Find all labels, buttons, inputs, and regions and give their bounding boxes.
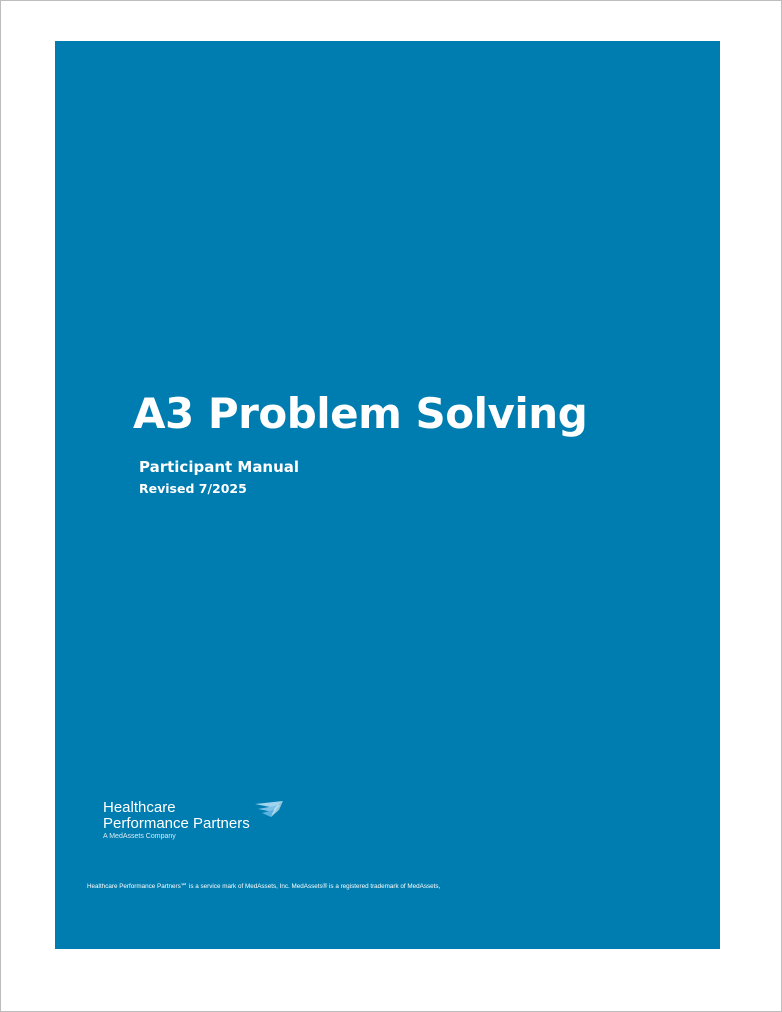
revision-date: Revised 7/2025 (139, 481, 247, 496)
document-title: A3 Problem Solving (133, 389, 588, 438)
bird-wings-icon (253, 800, 285, 820)
logo-tagline: A MedAssets Company (103, 833, 176, 840)
logo-text-line1: Healthcare (103, 799, 176, 816)
company-logo (103, 799, 303, 845)
cover-panel (55, 41, 720, 949)
document-subtitle: Participant Manual (139, 458, 300, 476)
trademark-notice: Healthcare Performance Partners℠ is a service mark of MedAssets, Inc. MedAssets® is a registered trademark of MedAssets, (87, 883, 441, 890)
logo-text-line2: Performance Partners (103, 815, 250, 832)
